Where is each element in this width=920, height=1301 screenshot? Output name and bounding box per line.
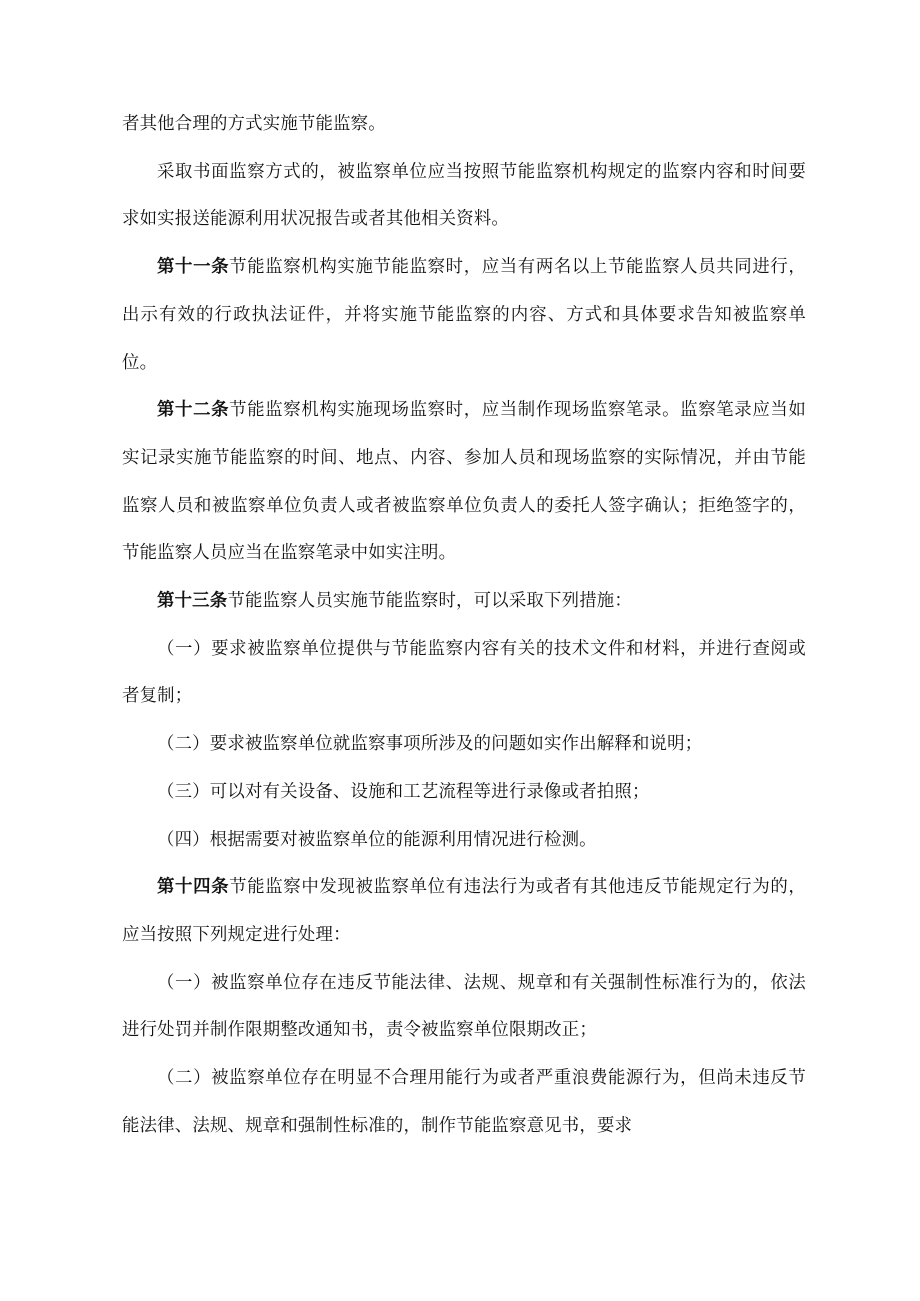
list-item bbox=[122, 817, 806, 865]
list-item bbox=[122, 721, 806, 769]
list-item bbox=[122, 769, 806, 817]
paragraph-text: 者其他合理的方式实施节能监察。 bbox=[122, 114, 386, 134]
paragraph-text: 节能监察机构实施现场监察时，应当制作现场监察笔录。监察笔录应当如实记录实施节能监察的时间、地点、内容、参加人员和现场监察的实际情况，并由节能监察人员和被监察单位负责人或者被监察单位负责人的委托人签字确认；拒绝签字的，节能监察人员应当在监察笔录中如实注明。 bbox=[122, 400, 806, 564]
article-11 bbox=[122, 244, 806, 387]
paragraph-text: 节能监察中发现被监察单位有违法行为或者有其他违反节能规定行为的，应当按照下列规定进行处理： bbox=[122, 877, 806, 945]
article-14 bbox=[122, 864, 806, 959]
paragraph-text: （二）被监察单位存在明显不合理用能行为或者严重浪费能源行为，但尚未违反节能法律、法规、规章和强制性标准的，制作节能监察意见书，要求 bbox=[122, 1068, 806, 1136]
paragraph-text: （一）被监察单位存在违反节能法律、法规、规章和有关强制性标准行为的，依法进行处罚并制作限期整改通知书，责令被监察单位限期改正； bbox=[122, 972, 806, 1041]
document-body bbox=[122, 101, 806, 1150]
paragraph-text: 节能监察人员实施节能监察时，可以采取下列措施： bbox=[227, 591, 632, 612]
paragraph bbox=[122, 101, 806, 149]
list-item bbox=[122, 626, 806, 721]
paragraph-text: （一）要求被监察单位提供与节能监察内容有关的技术文件和材料，并进行查阅或者复制； bbox=[122, 638, 806, 707]
article-number: 第十三条 bbox=[157, 591, 228, 612]
article-13 bbox=[122, 578, 806, 626]
article-number: 第十四条 bbox=[157, 877, 230, 898]
article-number: 第十一条 bbox=[157, 257, 230, 278]
paragraph-text: （四）根据需要对被监察单位的能源利用情况进行检测。 bbox=[157, 829, 597, 850]
paragraph-text: （三）可以对有关设备、设施和工艺流程等进行录像或者拍照； bbox=[157, 781, 650, 802]
article-12 bbox=[122, 387, 806, 578]
paragraph bbox=[122, 149, 806, 244]
list-item bbox=[122, 960, 806, 1055]
paragraph-text: 节能监察机构实施节能监察时，应当有两名以上节能监察人员共同进行，出示有效的行政执法证件，并将实施节能监察的内容、方式和具体要求告知被监察单位。 bbox=[122, 257, 806, 373]
paragraph-text: （二）要求被监察单位就监察事项所涉及的问题如实作出解释和说明； bbox=[157, 734, 703, 755]
article-number: 第十二条 bbox=[157, 400, 230, 421]
list-item bbox=[122, 1055, 806, 1150]
paragraph-text: 采取书面监察方式的，被监察单位应当按照节能监察机构规定的监察内容和时间要求如实报送能源利用状况报告或者其他相关资料。 bbox=[122, 161, 806, 230]
